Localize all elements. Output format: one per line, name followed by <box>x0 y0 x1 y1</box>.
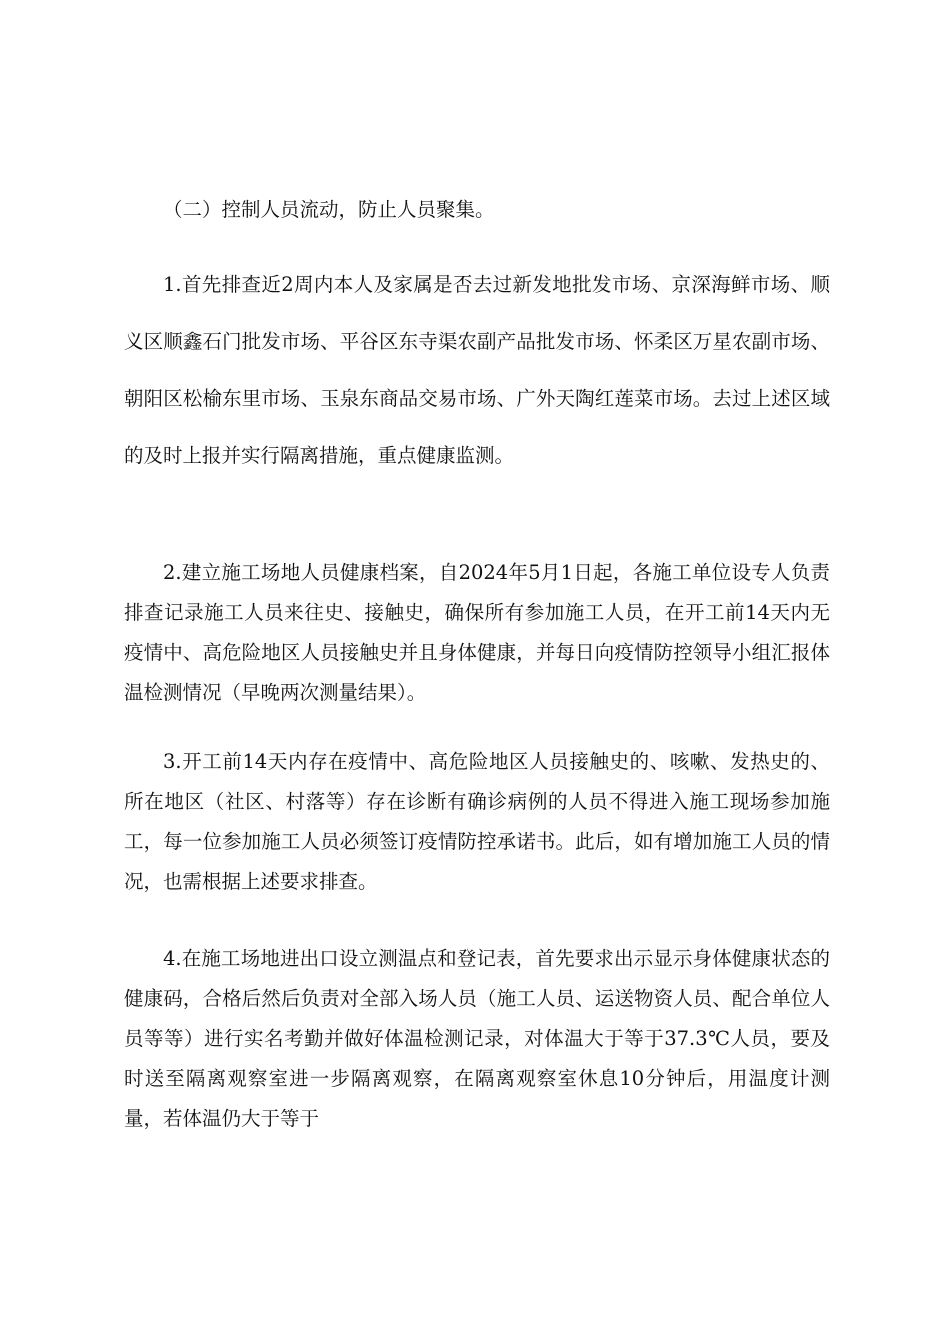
paragraph-item-2: 2.建立施工场地人员健康档案，自2024年5月1日起，各施工单位设专人负责排查记录施工人员来往史、接触史，确保所有参加施工人员，在开工前14天内无疫情中、高危险地区人员接触史并且身体健康，并每日向疫情防控领导小组汇报体温检测情况（早晚两次测量结果）。 <box>124 561 830 704</box>
paragraph-item-4: 4.在施工场地进出口设立测温点和登记表，首先要求出示显示身体健康状态的健康码，合格后然后负责对全部入场人员（施工人员、运送物资人员、配合单位人员等等）进行实名考勤并做好体温检测记录，对体温大于等于37.3℃人员，要及时送至隔离观察室进一步隔离观察，在隔离观察室休息10分钟后，用温度计测量，若体温仍大于等于 <box>124 947 830 1130</box>
paragraph-item-1: 1.首先排查近2周内本人及家属是否去过新发地批发市场、京深海鲜市场、顺义区顺鑫石门批发市场、平谷区东寺渠农副产品批发市场、怀柔区万星农副市场、朝阳区松榆东里市场、玉泉东商品交易市场、广外天陶红莲菜市场。去过上述区域的及时上报并实行隔离措施，重点健康监测。 <box>124 273 830 467</box>
paragraph-item-3: 3.开工前14天内存在疫情中、高危险地区人员接触史的、咳嗽、发热史的、所在地区（社区、村落等）存在诊断有确诊病例的人员不得进入施工现场参加施工，每一位参加施工人员必须签订疫情防控承诺书。此后，如有增加施工人员的情况，也需根据上述要求排查。 <box>124 750 830 893</box>
section-heading: （二）控制人员流动，防止人员聚集。 <box>163 198 495 221</box>
